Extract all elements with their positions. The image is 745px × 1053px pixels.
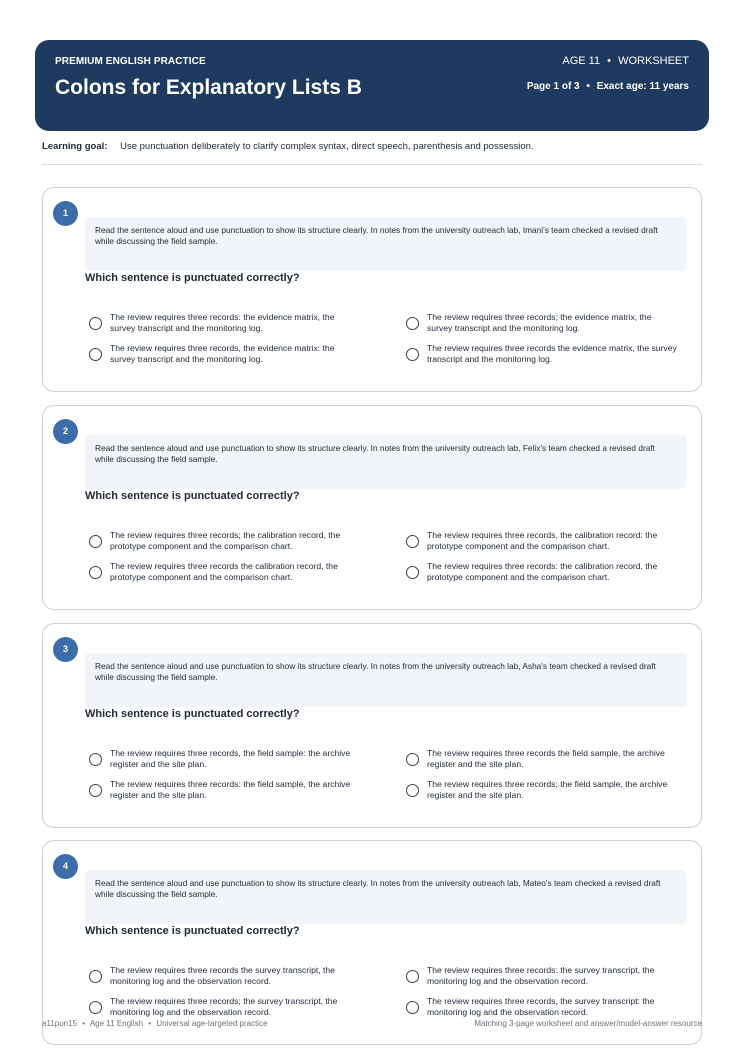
question-card-3 <box>42 623 702 828</box>
option-c[interactable] <box>89 343 359 364</box>
radio-button[interactable] <box>89 317 102 330</box>
footer-code: a11pun15 <box>42 1019 77 1028</box>
learning-goal-text: Use punctuation deliberately to clarify complex syntax, direct speech, parenthesis and possession. <box>120 141 534 152</box>
option-b[interactable] <box>406 530 691 551</box>
worksheet-label: WORKSHEET <box>618 55 689 67</box>
option-text: The review requires three records; the evidence matrix, the survey transcript and the monitoring log. <box>427 312 652 333</box>
question-ask: Which sentence is punctuated correctly? <box>85 272 300 284</box>
option-text: The review requires three records the evidence matrix, the survey transcript and the monitoring log. <box>427 343 677 364</box>
question-prompt: Read the sentence aloud and use punctuation to show its structure clearly. In notes from the university outreach lab, Imani's team checked a revised draft while discussing the field sample. <box>85 217 686 271</box>
option-text: The review requires three records the calibration record, the prototype component and the comparison chart. <box>110 561 338 582</box>
age-worksheet-meta <box>562 55 689 67</box>
age-label: AGE 11 <box>562 55 601 67</box>
meta-separator: • <box>586 81 590 92</box>
radio-button[interactable] <box>406 535 419 548</box>
footer-separator: • <box>82 1019 86 1028</box>
option-b[interactable] <box>406 312 676 333</box>
option-b[interactable] <box>406 965 691 986</box>
option-a[interactable] <box>89 530 359 551</box>
option-b[interactable] <box>406 748 691 769</box>
question-number: 3 <box>53 637 78 662</box>
option-text: The review requires three records: the evidence matrix, the survey transcript and the monitoring log. <box>110 312 335 333</box>
option-a[interactable] <box>89 748 374 769</box>
learning-goal-label: Learning goal: <box>42 141 108 152</box>
option-text: The review requires three records; the calibration record, the prototype component and the comparison chart. <box>110 530 341 551</box>
question-number: 2 <box>53 419 78 444</box>
footer-tagline: Universal age-targeted practice <box>156 1019 268 1028</box>
question-number: 4 <box>53 854 78 879</box>
option-d[interactable] <box>406 996 691 1017</box>
page-label: Page 1 of 3 <box>526 81 580 92</box>
radio-button[interactable] <box>406 317 419 330</box>
radio-button[interactable] <box>406 784 419 797</box>
question-card-2 <box>42 405 702 610</box>
footer-separator: • <box>148 1019 152 1028</box>
option-text: The review requires three records the survey transcript, the monitoring log and the observation record. <box>110 965 335 986</box>
radio-button[interactable] <box>406 348 419 361</box>
question-number: 1 <box>53 201 78 226</box>
footer-left <box>42 1019 268 1028</box>
question-ask: Which sentence is punctuated correctly? <box>85 708 300 720</box>
question-card-1 <box>42 187 702 392</box>
radio-button[interactable] <box>406 753 419 766</box>
question-card-4 <box>42 840 702 1045</box>
footer-right: Matching 3-page worksheet and answer/model-answer resource <box>474 1019 702 1028</box>
meta-separator: • <box>607 55 612 67</box>
option-text: The review requires three records, the evidence matrix: the survey transcript and the monitoring log. <box>110 343 335 364</box>
brand-label: PREMIUM ENGLISH PRACTICE <box>55 56 206 67</box>
option-c[interactable] <box>89 996 359 1017</box>
option-text: The review requires three records the field sample, the archive register and the site plan. <box>427 748 665 769</box>
learning-goal <box>42 141 534 152</box>
option-c[interactable] <box>89 779 374 800</box>
option-text: The review requires three records, the survey transcript: the monitoring log and the observation record. <box>427 996 655 1017</box>
option-text: The review requires three records; the survey transcript, the monitoring log and the observation record. <box>110 996 338 1017</box>
radio-button[interactable] <box>89 753 102 766</box>
option-a[interactable] <box>89 965 359 986</box>
option-text: The review requires three records: the survey transcript, the monitoring log and the observation record. <box>427 965 655 986</box>
option-d[interactable] <box>406 343 691 364</box>
divider <box>42 164 702 165</box>
question-ask: Which sentence is punctuated correctly? <box>85 490 300 502</box>
radio-button[interactable] <box>89 970 102 983</box>
option-d[interactable] <box>406 779 691 800</box>
radio-button[interactable] <box>89 1001 102 1014</box>
radio-button[interactable] <box>406 1001 419 1014</box>
radio-button[interactable] <box>406 566 419 579</box>
radio-button[interactable] <box>89 535 102 548</box>
radio-button[interactable] <box>406 970 419 983</box>
option-text: The review requires three records, the calibration record: the prototype component and the comparison chart. <box>427 530 658 551</box>
question-prompt: Read the sentence aloud and use punctuation to show its structure clearly. In notes from the university outreach lab, Asha's team checked a revised draft while discussing the field sample. <box>85 653 686 707</box>
option-text: The review requires three records: the calibration record, the prototype component and the comparison chart. <box>427 561 658 582</box>
radio-button[interactable] <box>89 566 102 579</box>
option-c[interactable] <box>89 561 359 582</box>
question-ask: Which sentence is punctuated correctly? <box>85 925 300 937</box>
option-text: The review requires three records, the field sample: the archive register and the site plan. <box>110 748 351 769</box>
option-text: The review requires three records: the field sample, the archive register and the site plan. <box>110 779 351 800</box>
exact-age-label: Exact age: 11 years <box>596 81 689 92</box>
page-meta <box>527 81 689 92</box>
option-d[interactable] <box>406 561 691 582</box>
worksheet-header <box>35 40 709 131</box>
page-title: Colons for Explanatory Lists B <box>55 76 362 99</box>
question-prompt: Read the sentence aloud and use punctuation to show its structure clearly. In notes from the university outreach lab, Felix's team checked a revised draft while discussing the field sample. <box>85 435 686 489</box>
footer-subject: Age 11 English <box>89 1019 144 1028</box>
option-a[interactable] <box>89 312 359 333</box>
radio-button[interactable] <box>89 348 102 361</box>
question-prompt: Read the sentence aloud and use punctuation to show its structure clearly. In notes from the university outreach lab, Mateo's team checked a revised draft while discussing the field sample. <box>85 870 686 924</box>
radio-button[interactable] <box>89 784 102 797</box>
option-text: The review requires three records; the field sample, the archive register and the site plan. <box>427 779 668 800</box>
